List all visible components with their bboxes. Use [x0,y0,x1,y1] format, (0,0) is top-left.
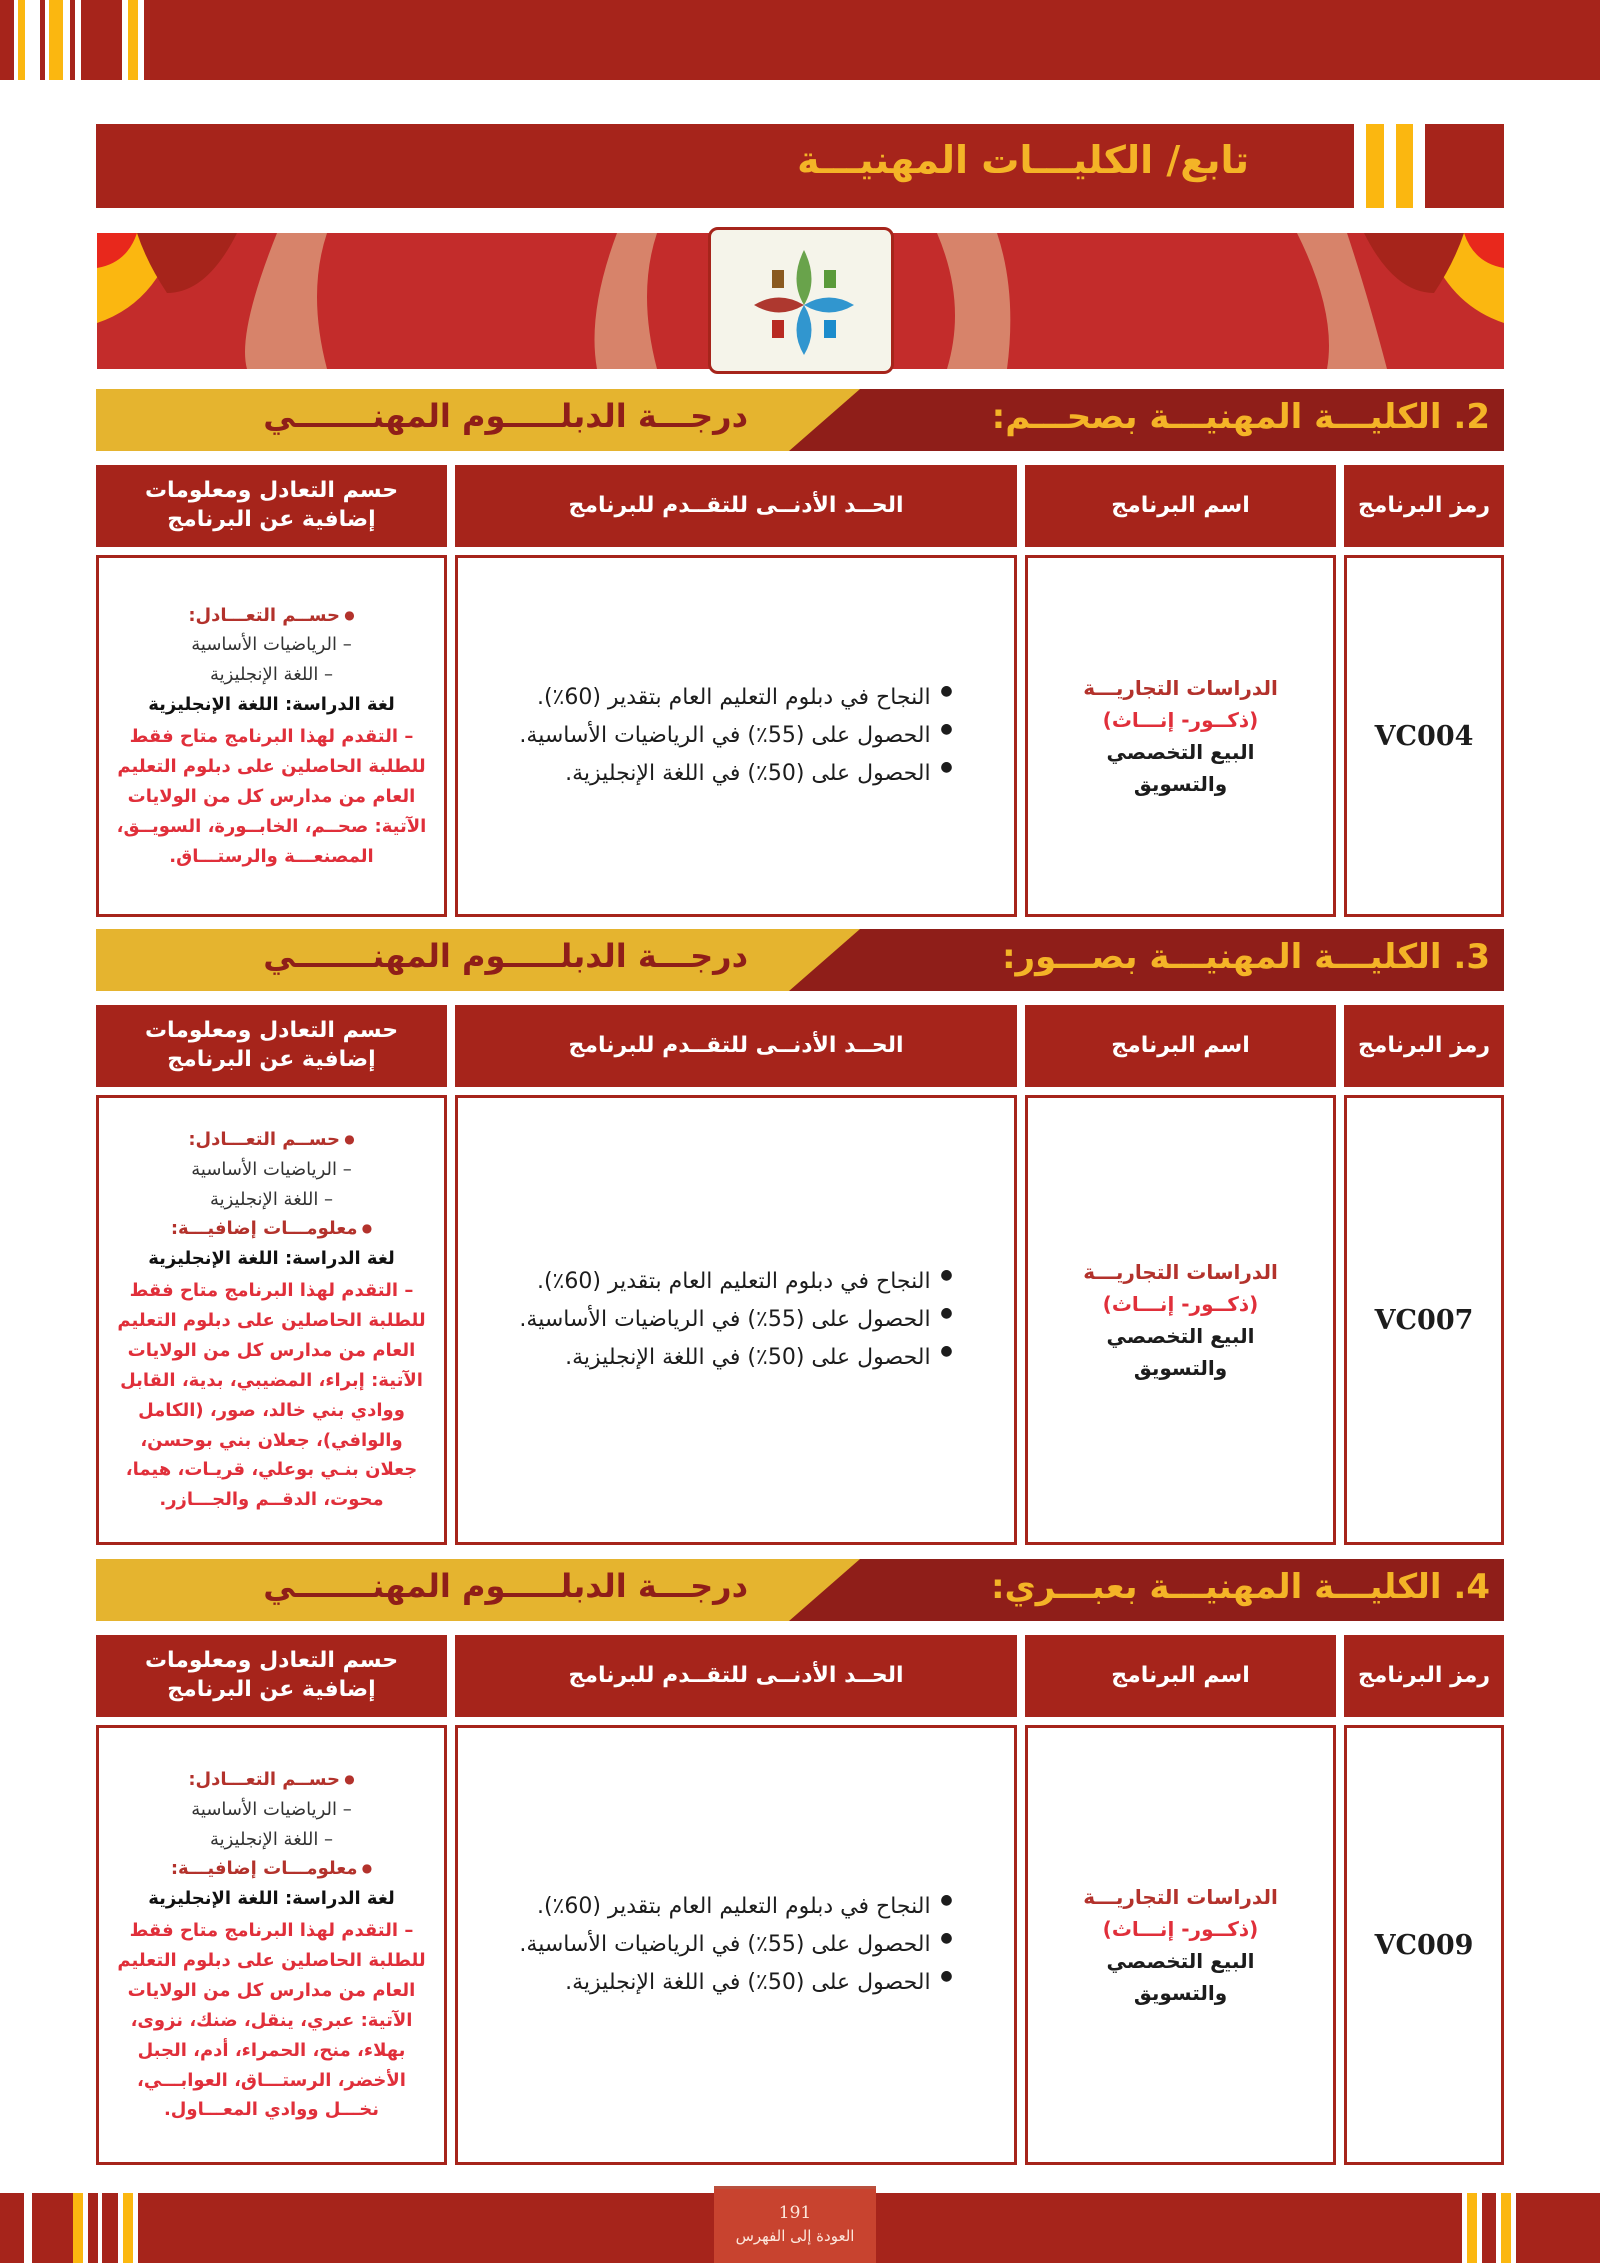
back-to-index-link[interactable]: العودة إلى الفهرس [735,2227,855,2245]
title-stripe-gap [1413,124,1425,208]
section-header-ibri [96,1559,1504,1621]
degree-label: درجـــة الدبلـــــوم المهنـــــــي [263,397,748,435]
program-code: VC007 [1374,1304,1474,1336]
requirement-item: ● الحصول على (55٪) في الرياضيات الأساسية. [519,717,952,755]
footer-stripe [1501,2193,1511,2263]
section-degree [168,1567,748,1605]
top-stripe [128,0,138,80]
eligibility-note: – التقدم لهذا البرنامج متاح فقط للطلبة الحاصلين على دبلوم التعليم العام من مدارس كل من الولايات الآتية: إبراء، المضيبي، بدية، القابل ووادي بني خالد، صور، (الكامل والوافي)، جعلان بني بوحسن، جعلان بنـي بوعلي، قريـات، هيما، محوت، الدقــم والجـــازر. [117,1280,426,1511]
section-header-sur [96,929,1504,991]
header-info-line2: إضافية عن البرنامج [167,1677,376,1702]
title-stripe-gap [1354,124,1366,208]
requirement-item: ● الحصول على (55٪) في الرياضيات الأساسية. [519,1301,952,1339]
program-code: VC009 [1374,1929,1474,1961]
requirements-list [519,1263,952,1376]
program-gender: (ذكــور- إنـــاث) [1102,1917,1259,1941]
study-language: لغة الدراسة: اللغة الإنجليزية [148,694,395,716]
cell-additional-info [96,555,447,917]
top-stripe-gap [25,0,29,80]
section-degree [168,937,748,975]
footer-stripe-gap [133,2193,138,2263]
requirement-item: ● النجاح في دبلوم التعليم العام بتقدير (60٪). [519,1263,952,1301]
additional-info [113,601,430,872]
ministry-logo-icon [744,245,864,360]
extra-info-heading: ● معلومـــات إضافيـــة: [113,1214,430,1244]
header-program-name: اسم البرنامج [1025,465,1336,547]
header-program-code: رمز البرنامج [1344,1005,1504,1087]
study-language: لغة الدراسة: اللغة الإنجليزية [148,1248,395,1270]
cell-program-name [1025,1725,1336,2165]
top-stripe-gap [63,0,67,80]
cell-min-requirements [455,555,1017,917]
requirements-list [519,679,952,792]
footer-stripe-gap [24,2193,32,2263]
requirement-item: ● الحصول على (55٪) في الرياضيات الأساسية. [519,1926,952,1964]
cell-program-name [1025,1095,1336,1545]
top-stripe-gap [138,0,144,80]
requirement-item: ● النجاح في دبلوم التعليم العام بتقدير (60٪). [519,679,952,717]
page-title-bar [96,124,1504,208]
header-program-code: رمز البرنامج [1344,1635,1504,1717]
program-title-line2: والتسويق [1133,1981,1228,2005]
cell-program-name [1025,555,1336,917]
cell-min-requirements [455,1095,1017,1545]
footer-stripe-gap [98,2193,102,2263]
additional-info [113,1765,430,2126]
cell-additional-info [96,1095,447,1545]
page-title: تابع/ الكليـــات المهنيـــة [797,138,1249,182]
section-title: 4. الكليـــة المهنيـــة بعبـــري: [990,1567,1490,1607]
eligibility-note: – التقدم لهذا البرنامج متاح فقط للطلبة الحاصلين على دبلوم التعليم العام من مدارس كل من الولايات الآتية: صحــم، الخابــورة، السويــق، المصنعـــة والرستـــاق. [116,726,427,867]
program-name [1083,672,1278,800]
additional-info [113,1125,430,1515]
program-gender: (ذكــور- إنـــاث) [1102,1292,1259,1316]
requirement-item: ● الحصول على (50٪) في اللغة الإنجليزية. [519,1339,952,1377]
footer-stripe-gap [1477,2193,1482,2263]
study-language: لغة الدراسة: اللغة الإنجليزية [148,1888,395,1910]
tiebreak-item: – الرياضيات الأساسية [191,634,352,656]
header-info-line1: حسم التعادل ومعلومات [144,1018,399,1044]
header-info-line2: إضافية عن البرنامج [167,507,376,532]
degree-label: درجـــة الدبلـــــوم المهنـــــــي [263,1567,748,1605]
cell-min-requirements [455,1725,1017,2165]
program-gender: (ذكــور- إنـــاث) [1102,708,1259,732]
eligibility-note: – التقدم لهذا البرنامج متاح فقط للطلبة الحاصلين على دبلوم التعليم العام من مدارس كل من الولايات الآتية: عبري، ينقل، ضنك، نزوى، بهلاء، منح، الحمراء، أدم، الجبل الأخضر، الرستـــاق، العوابـــي، نخـــل ووادي المعـــاول. [117,1920,426,2121]
section-header-sohar [96,389,1504,451]
footer-stripe-gap [83,2193,88,2263]
tiebreak-item: – الرياضيات الأساسية [191,1158,352,1180]
section-title: 3. الكليـــة المهنيـــة بصـــور: [1001,937,1490,977]
tiebreak-item: – اللغة الإنجليزية [209,1188,334,1210]
page-number-tab[interactable] [714,2186,876,2263]
degree-label: درجـــة الدبلـــــوم المهنـــــــي [263,937,748,975]
program-name [1083,1881,1278,2009]
tiebreak-heading: ● حســم التعـــادل: [113,1125,430,1155]
program-category: الدراسات التجاريـــة [1083,1260,1278,1284]
extra-info-heading: ● معلومـــات إضافيـــة: [113,1854,430,1884]
program-name [1083,1256,1278,1384]
top-stripe [49,0,56,80]
requirements-list [519,1888,952,2001]
footer-stripe [1467,2193,1477,2263]
header-info-line2: إضافية عن البرنامج [167,1047,376,1072]
top-decorative-bar [0,0,1600,80]
requirement-item: ● الحصول على (50٪) في اللغة الإنجليزية. [519,755,952,793]
footer-stripe [123,2193,133,2263]
header-program-code: رمز البرنامج [1344,465,1504,547]
header-info-line1: حسم التعادل ومعلومات [144,478,399,504]
title-stripe-gap [1384,124,1396,208]
header-additional-info [96,465,447,547]
top-stripe [70,0,75,80]
tiebreak-heading: ● حســم التعـــادل: [113,601,430,631]
tiebreak-item: – اللغة الإنجليزية [209,1828,334,1850]
cell-program-code [1344,1725,1504,2165]
section-title: 2. الكليـــة المهنيـــة بصحـــم: [991,397,1490,437]
footer-stripe-gap [1511,2193,1516,2263]
top-stripe [18,0,25,80]
program-title-line2: والتسويق [1133,1356,1228,1380]
title-stripe [1366,124,1384,208]
program-title-line1: البيع التخصصي [1106,1949,1255,1973]
header-additional-info [96,1005,447,1087]
header-min-requirements: الحــد الأدنــى للتقــدم للبرنامج [455,465,1017,547]
section-degree [168,397,748,435]
title-stripe [1396,124,1413,208]
header-additional-info [96,1635,447,1717]
page-number: 191 [778,2203,812,2223]
header-min-requirements: الحــد الأدنــى للتقــدم للبرنامج [455,1635,1017,1717]
program-title-line2: والتسويق [1133,772,1228,796]
program-code: VC004 [1374,720,1474,752]
program-category: الدراسات التجاريـــة [1083,676,1278,700]
program-title-line1: البيع التخصصي [1106,1324,1255,1348]
cell-program-code [1344,555,1504,917]
requirement-item: ● النجاح في دبلوم التعليم العام بتقدير (60٪). [519,1888,952,1926]
program-title-line1: البيع التخصصي [1106,740,1255,764]
top-stripe [56,0,63,80]
tiebreak-item: – اللغة الإنجليزية [209,664,334,686]
tiebreak-heading: ● حســم التعـــادل: [113,1765,430,1795]
program-category: الدراسات التجاريـــة [1083,1885,1278,1909]
logo-card [708,227,894,374]
cell-additional-info [96,1725,447,2165]
requirement-item: ● الحصول على (50٪) في اللغة الإنجليزية. [519,1964,952,2002]
header-info-line1: حسم التعادل ومعلومات [144,1648,399,1674]
header-program-name: اسم البرنامج [1025,1005,1336,1087]
footer-stripe [73,2193,83,2263]
header-program-name: اسم البرنامج [1025,1635,1336,1717]
cell-program-code [1344,1095,1504,1545]
header-min-requirements: الحــد الأدنــى للتقــدم للبرنامج [455,1005,1017,1087]
tiebreak-item: – الرياضيات الأساسية [191,1798,352,1820]
top-stripe-gap [14,0,18,80]
